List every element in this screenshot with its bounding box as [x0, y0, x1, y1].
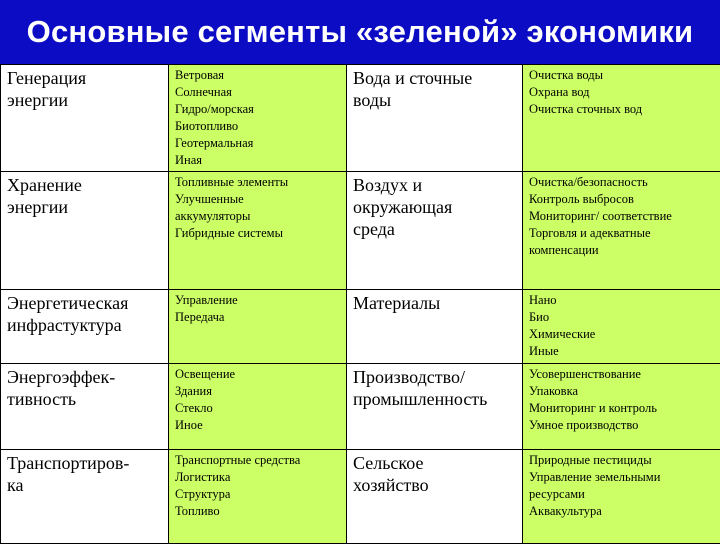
list-item: Очистка/безопасность — [529, 174, 714, 191]
list-item: Мониторинг и контроль — [529, 400, 714, 417]
segment-name-line: Производство/ — [353, 366, 516, 388]
subsegment-list-cell — [169, 364, 347, 450]
list-item: Аквакультура — [529, 503, 714, 520]
segment-name-line: среда — [353, 218, 516, 240]
segment-name-cell — [347, 172, 523, 290]
list-item: Передача — [175, 309, 340, 326]
segment-name-line: промышленность — [353, 388, 516, 410]
list-item: Стекло — [175, 400, 340, 417]
list-item: Очистка воды — [529, 67, 714, 84]
table-row — [1, 364, 720, 450]
list-item: Иное — [175, 417, 340, 434]
segment-name-line: Транспортиров- — [7, 452, 162, 474]
segment-name-line: ка — [7, 474, 162, 496]
list-item: Структура — [175, 486, 340, 503]
subsegment-list-cell — [523, 290, 720, 364]
list-item: Биотопливо — [175, 118, 340, 135]
list-item: Управление земельными — [529, 469, 714, 486]
list-item: Торговля и адекватные — [529, 225, 714, 242]
list-item: Усовершенствование — [529, 366, 714, 383]
segment-name-line: окружающая — [353, 196, 516, 218]
list-item: Иные — [529, 343, 714, 360]
title-bar — [0, 0, 720, 64]
list-item: Охрана вод — [529, 84, 714, 101]
list-item: Мониторинг/ соответствие — [529, 208, 714, 225]
segment-name-line: Хранение — [7, 174, 162, 196]
list-item: Здания — [175, 383, 340, 400]
list-item: Химические — [529, 326, 714, 343]
list-item: Освещение — [175, 366, 340, 383]
segment-name-cell — [1, 65, 169, 172]
segment-name-cell — [1, 290, 169, 364]
segment-name-cell — [347, 450, 523, 544]
segments-table — [0, 64, 720, 544]
page-title: Основные сегменты «зеленой» экономики — [27, 14, 694, 50]
list-item: Био — [529, 309, 714, 326]
segment-name-line: Генерация — [7, 67, 162, 89]
list-item: Иная — [175, 152, 340, 169]
list-item: Природные пестициды — [529, 452, 714, 469]
list-item: Топливо — [175, 503, 340, 520]
table-row — [1, 172, 720, 290]
subsegment-list-cell — [523, 364, 720, 450]
segment-name-line: Сельское — [353, 452, 516, 474]
segment-name-line: Энергетическая — [7, 292, 162, 314]
subsegment-list-cell — [523, 450, 720, 544]
segment-name-cell — [1, 450, 169, 544]
list-item: Логистика — [175, 469, 340, 486]
table-row — [1, 65, 720, 172]
subsegment-list-cell — [523, 172, 720, 290]
segment-name-line: Материалы — [353, 292, 516, 314]
table-row — [1, 450, 720, 544]
list-item: Управление — [175, 292, 340, 309]
segment-name-cell — [347, 364, 523, 450]
list-item: компенсации — [529, 242, 714, 259]
list-item: Гидро/морская — [175, 101, 340, 118]
subsegment-list-cell — [169, 290, 347, 364]
segment-name-line: тивность — [7, 388, 162, 410]
segment-name-line: энергии — [7, 196, 162, 218]
list-item: аккумуляторы — [175, 208, 340, 225]
list-item: Контроль выбросов — [529, 191, 714, 208]
segment-name-line: воды — [353, 89, 516, 111]
list-item: ресурсами — [529, 486, 714, 503]
segment-name-line: инфрастуктура — [7, 314, 162, 336]
list-item: Топливные элементы — [175, 174, 340, 191]
list-item: Ветровая — [175, 67, 340, 84]
segment-name-line: Вода и сточные — [353, 67, 516, 89]
subsegment-list-cell — [169, 65, 347, 172]
segment-name-cell — [347, 290, 523, 364]
list-item: Гибридные системы — [175, 225, 340, 242]
list-item: Нано — [529, 292, 714, 309]
subsegment-list-cell — [169, 450, 347, 544]
list-item: Солнечная — [175, 84, 340, 101]
list-item: Очистка сточных вод — [529, 101, 714, 118]
table-row — [1, 290, 720, 364]
segment-name-line: Энергоэффек- — [7, 366, 162, 388]
list-item: Упаковка — [529, 383, 714, 400]
segment-name-line: энергии — [7, 89, 162, 111]
list-item: Умное производство — [529, 417, 714, 434]
subsegment-list-cell — [169, 172, 347, 290]
segment-name-line: хозяйство — [353, 474, 516, 496]
list-item: Транспортные средства — [175, 452, 340, 469]
segment-name-cell — [1, 364, 169, 450]
segment-name-cell — [347, 65, 523, 172]
segment-name-line: Воздух и — [353, 174, 516, 196]
segment-name-cell — [1, 172, 169, 290]
list-item: Геотермальная — [175, 135, 340, 152]
list-item: Улучшенные — [175, 191, 340, 208]
subsegment-list-cell — [523, 65, 720, 172]
